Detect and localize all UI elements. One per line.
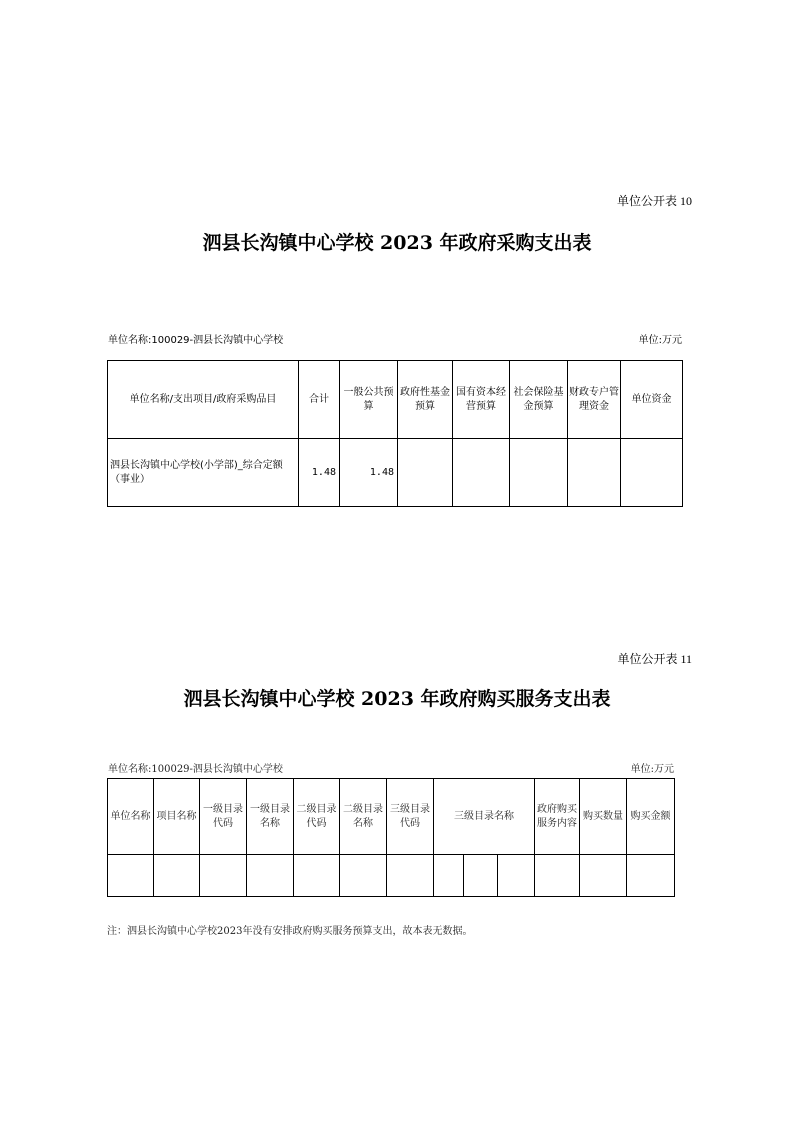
row-total-cell: 1.48: [299, 439, 340, 507]
header-cell: 购买数量: [580, 779, 627, 855]
header-cell: 购买金额: [627, 779, 675, 855]
header-cell: 单位名称/支出项目/政府采购品目: [108, 361, 299, 439]
empty-cell: [627, 855, 675, 897]
table-row: [108, 439, 683, 507]
header-cell: 一般公共预算: [340, 361, 398, 439]
header-cell: 二级目录名称: [340, 779, 387, 855]
header-cell: 政府购买服务内容: [535, 779, 580, 855]
table-number-10: 单位公开表 10: [616, 194, 692, 208]
table-number-11: 单位公开表 11: [617, 652, 692, 666]
row-unit-funds-cell: [621, 439, 683, 507]
unit-name-label: 单位名称:100029-泗县长沟镇中心学校: [108, 335, 284, 346]
empty-cell: [108, 855, 154, 897]
empty-cell: [498, 855, 535, 897]
empty-cell: [387, 855, 434, 897]
header-cell: 政府性基金预算: [398, 361, 453, 439]
empty-cell: [154, 855, 200, 897]
header-cell: 项目名称: [154, 779, 200, 855]
table-header-row: [108, 779, 675, 855]
empty-cell: [200, 855, 247, 897]
empty-cell: [580, 855, 627, 897]
row-special-account-cell: [568, 439, 621, 507]
header-cell: 一级目录名称: [247, 779, 294, 855]
unit-name-label-2: 单位名称:100029-泗县长沟镇中心学校: [108, 764, 283, 775]
row-general-budget-cell: 1.48: [340, 439, 398, 507]
header-cell: 二级目录代码: [294, 779, 340, 855]
empty-cell: [340, 855, 387, 897]
empty-cell: [535, 855, 580, 897]
header-cell: 国有资本经营预算: [453, 361, 510, 439]
row-name-cell: 泗县长沟镇中心学校(小学部)_综合定额（事业）: [108, 439, 299, 507]
empty-cell: [294, 855, 340, 897]
empty-cell: [434, 855, 464, 897]
services-table: [107, 778, 675, 897]
header-cell: 三级目录名称: [434, 779, 535, 855]
header-cell: 社会保险基金预算: [510, 361, 568, 439]
procurement-table: [107, 360, 683, 507]
table-header-row: [108, 361, 683, 439]
header-cell: 三级目录代码: [387, 779, 434, 855]
header-cell: 一级目录代码: [200, 779, 247, 855]
row-state-capital-cell: [453, 439, 510, 507]
empty-cell: [247, 855, 294, 897]
header-cell: 单位资金: [621, 361, 683, 439]
unit-label-2: 单位:万元: [630, 764, 674, 775]
header-cell: 财政专户管理资金: [568, 361, 621, 439]
empty-cell: [464, 855, 498, 897]
page-title-services: 泗县长沟镇中心学校 2023 年政府购买服务支出表: [183, 688, 611, 710]
header-cell: 合计: [299, 361, 340, 439]
unit-label: 单位:万元: [638, 335, 682, 346]
page-title-procurement: 泗县长沟镇中心学校 2023 年政府采购支出表: [202, 232, 592, 254]
header-cell: 单位名称: [108, 779, 154, 855]
table-row: [108, 855, 675, 897]
row-social-insurance-cell: [510, 439, 568, 507]
footnote: 注：泗县长沟镇中心学校2023年没有安排政府购买服务预算支出，故本表无数据。: [107, 926, 473, 937]
row-fund-budget-cell: [398, 439, 453, 507]
